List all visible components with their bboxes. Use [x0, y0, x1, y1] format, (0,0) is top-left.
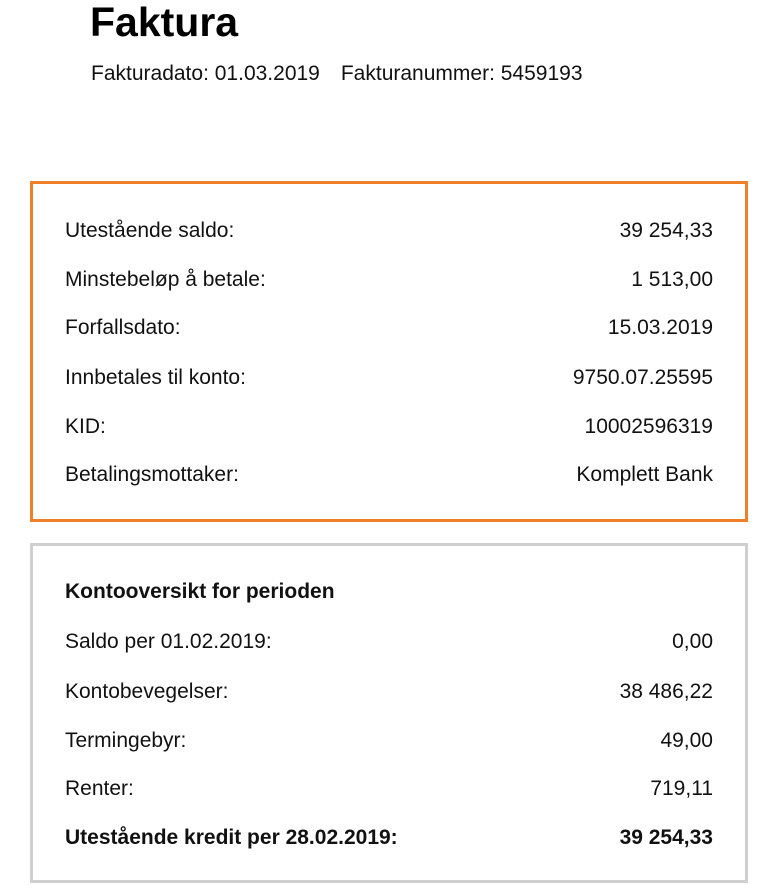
- invoice-date-label: Fakturadato:: [91, 62, 209, 85]
- row-value: 9750.07.25595: [572, 366, 713, 389]
- row-value: 38 486,22: [619, 680, 713, 703]
- row-value: 39 254,33: [619, 219, 713, 242]
- row-value: 49,00: [660, 729, 713, 752]
- row-value: 1 513,00: [631, 268, 713, 291]
- invoice-number-label: Fakturanummer:: [340, 62, 495, 85]
- row-label: Saldo per 01.02.2019:: [65, 630, 272, 653]
- payment-row-minimum-amount: [65, 266, 713, 294]
- page-title: Faktura: [90, 0, 239, 45]
- account-row-fee: [65, 727, 713, 755]
- row-label: Forfallsdato:: [65, 316, 181, 339]
- row-value: 15.03.2019: [607, 316, 713, 339]
- payment-row-kid: [65, 413, 713, 441]
- row-label: Utestående kredit per 28.02.2019:: [65, 826, 398, 849]
- invoice-meta: [91, 62, 583, 86]
- payment-row-due-date: [65, 314, 713, 342]
- row-label: Utestående saldo:: [65, 219, 235, 242]
- row-value: 0,00: [672, 630, 713, 653]
- payment-summary-box: [30, 181, 748, 522]
- invoice-number: 5459193: [500, 62, 583, 85]
- account-row-opening-balance: [65, 628, 713, 656]
- row-label: Betalingsmottaker:: [65, 463, 239, 486]
- account-row-interest: [65, 775, 713, 803]
- account-row-transactions: [65, 678, 713, 706]
- account-row-total-credit: [65, 824, 713, 852]
- row-label: Innbetales til konto:: [65, 366, 246, 389]
- payment-row-account-number: [65, 364, 713, 392]
- row-label: KID:: [65, 415, 106, 438]
- account-overview-heading: Kontooversikt for perioden: [65, 580, 335, 603]
- invoice-date: 01.03.2019: [214, 62, 320, 85]
- row-value: 10002596319: [584, 415, 713, 438]
- row-label: Renter:: [65, 777, 134, 800]
- row-label: Kontobevegelser:: [65, 680, 229, 703]
- payment-row-recipient: [65, 461, 713, 489]
- payment-row-outstanding-balance: [65, 217, 713, 245]
- row-value: 719,11: [650, 777, 713, 800]
- row-value: Komplett Bank: [576, 463, 713, 486]
- row-label: Minstebeløp å betale:: [65, 268, 266, 291]
- account-overview-box: [30, 543, 748, 883]
- row-value: 39 254,33: [619, 826, 713, 849]
- row-label: Termingebyr:: [65, 729, 187, 752]
